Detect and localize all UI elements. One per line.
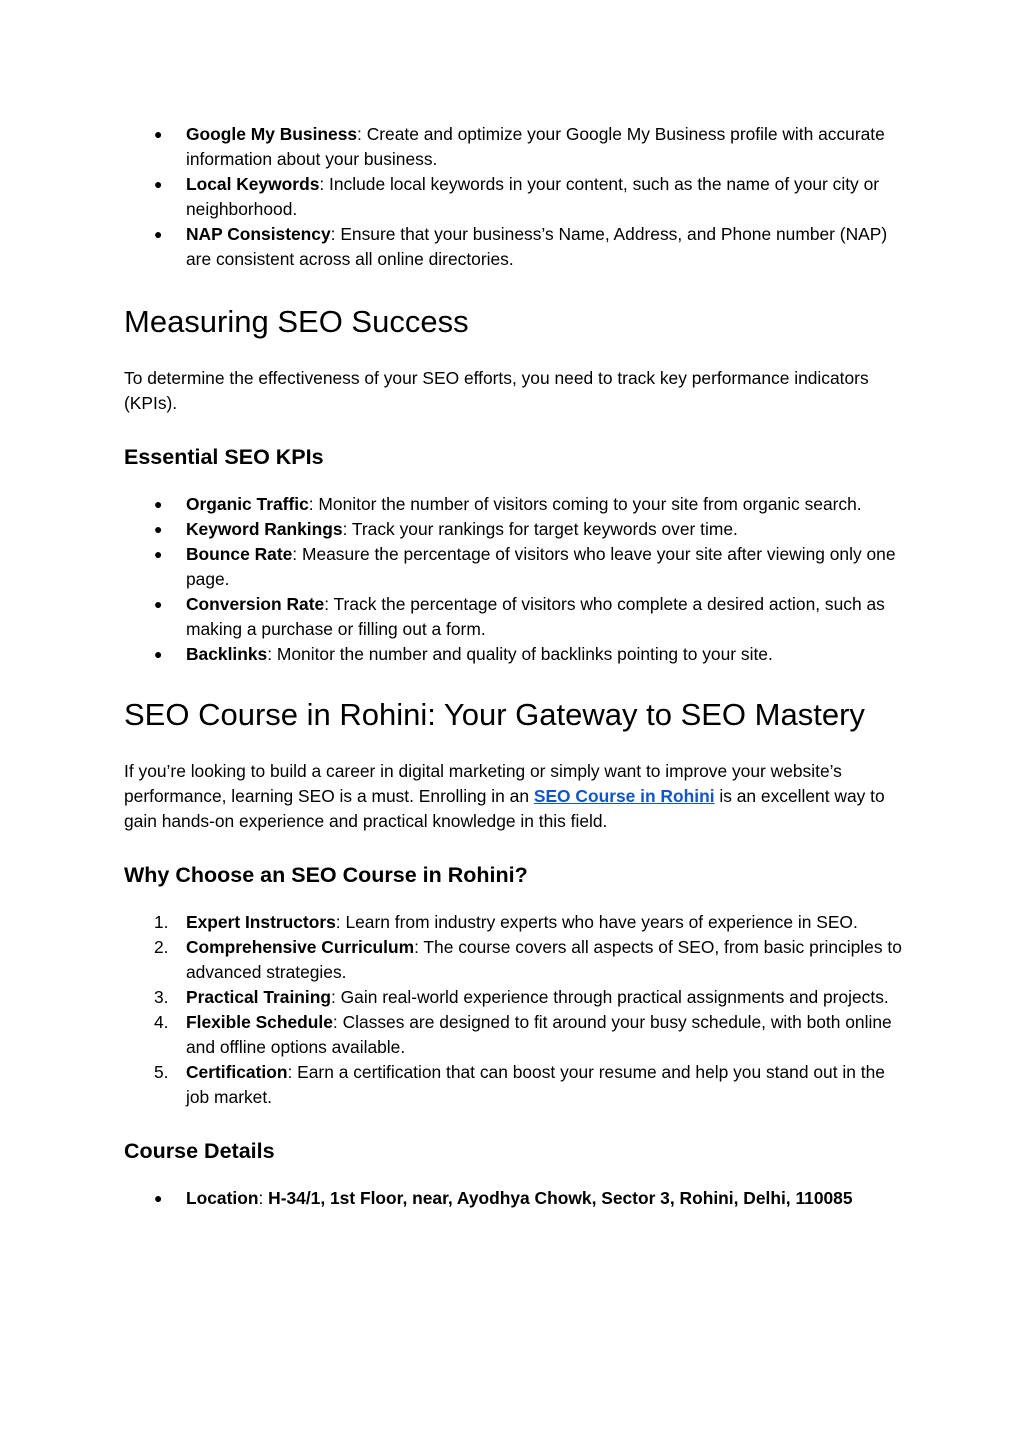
item-term: Flexible Schedule bbox=[186, 1012, 333, 1032]
item-term: Local Keywords bbox=[186, 174, 320, 194]
item-number: 2. bbox=[154, 937, 169, 957]
list-item bbox=[124, 222, 904, 272]
seo-course-link[interactable]: SEO Course in Rohini bbox=[533, 786, 715, 806]
item-number: 5. bbox=[154, 1062, 169, 1082]
item-number: 3. bbox=[154, 987, 169, 1007]
bullet-icon: ● bbox=[154, 521, 163, 537]
item-term: Comprehensive Curriculum bbox=[186, 937, 415, 957]
list-item bbox=[124, 910, 904, 935]
item-term: Google My Business bbox=[186, 124, 358, 144]
bullet-icon: ● bbox=[154, 176, 163, 192]
list-item bbox=[124, 172, 904, 222]
why-list bbox=[124, 910, 904, 1110]
list-item bbox=[124, 517, 904, 542]
local-seo-list bbox=[124, 122, 904, 272]
item-text: : The course covers all aspects of SEO, from basic principles to advanced strategies. bbox=[186, 937, 902, 982]
item-text: : Include local keywords in your content, such as the name of your city or neighborhood. bbox=[186, 174, 880, 219]
list-item bbox=[124, 122, 904, 172]
measuring-intro: To determine the effectiveness of your SEO efforts, you need to track key performance indicators (KPIs). bbox=[124, 368, 869, 413]
item-term: Backlinks bbox=[186, 644, 268, 664]
item-text: : Learn from industry experts who have years of experience in SEO. bbox=[335, 912, 858, 932]
item-text: : Track your rankings for target keywords over time. bbox=[342, 519, 738, 539]
list-item bbox=[124, 592, 904, 642]
bullet-icon: ● bbox=[154, 646, 163, 662]
location-separator: : bbox=[258, 1188, 269, 1208]
kpi-list bbox=[124, 492, 904, 667]
item-text: : Measure the percentage of visitors who leave your site after viewing only one page. bbox=[186, 544, 896, 589]
item-term: NAP Consistency bbox=[186, 224, 331, 244]
item-term: Certification bbox=[186, 1062, 288, 1082]
item-text: : Ensure that your business’s Name, Address, and Phone number (NAP) are consistent across all online directories. bbox=[186, 224, 888, 269]
list-item bbox=[124, 642, 904, 667]
item-text: : Gain real-world experience through practical assignments and projects. bbox=[330, 987, 889, 1007]
item-term: Conversion Rate bbox=[186, 594, 325, 614]
list-item bbox=[124, 1010, 904, 1060]
list-item bbox=[124, 542, 904, 592]
intro-text: If you’re looking to build a career in digital marketing or simply want to improve your website’s performance, learning SEO is a must. Enrolling in an bbox=[124, 761, 842, 806]
item-number: 1. bbox=[154, 912, 169, 932]
item-text: : Monitor the number of visitors coming to your site from organic search. bbox=[308, 494, 862, 514]
item-text: : Track the percentage of visitors who complete a desired action, such as making a purchase or filling out a form. bbox=[186, 594, 885, 639]
item-term: Practical Training bbox=[186, 987, 331, 1007]
bullet-icon: ● bbox=[154, 496, 163, 512]
heading-seo-course-rohini: SEO Course in Rohini: Your Gateway to SEO Mastery bbox=[124, 697, 865, 732]
item-term: Expert Instructors bbox=[186, 912, 336, 932]
item-term: Keyword Rankings bbox=[186, 519, 343, 539]
item-term: Organic Traffic bbox=[186, 494, 309, 514]
document-page bbox=[124, 122, 904, 1211]
location-label: Location bbox=[186, 1188, 259, 1208]
list-item bbox=[124, 985, 904, 1010]
intro-text: is an excellent way to gain hands-on experience and practical knowledge in this field. bbox=[124, 786, 885, 831]
heading-measuring-seo-success: Measuring SEO Success bbox=[124, 304, 469, 339]
item-text: : Earn a certification that can boost your resume and help you stand out in the job market. bbox=[186, 1062, 885, 1107]
heading-course-details: Course Details bbox=[124, 1139, 275, 1163]
item-number: 4. bbox=[154, 1012, 169, 1032]
bullet-icon: ● bbox=[154, 546, 163, 562]
details-list bbox=[124, 1186, 904, 1211]
course-intro bbox=[124, 759, 904, 834]
list-item bbox=[124, 1186, 904, 1211]
bullet-icon: ● bbox=[154, 226, 163, 242]
bullet-icon: ● bbox=[154, 126, 163, 142]
list-item bbox=[124, 935, 904, 985]
heading-why-choose: Why Choose an SEO Course in Rohini? bbox=[124, 863, 528, 887]
list-item bbox=[124, 492, 904, 517]
item-text: : Create and optimize your Google My Business profile with accurate information about your business. bbox=[186, 124, 885, 169]
item-text: : Monitor the number and quality of backlinks pointing to your site. bbox=[267, 644, 773, 664]
bullet-icon: ● bbox=[154, 596, 163, 612]
item-text: : Classes are designed to fit around your busy schedule, with both online and offline options available. bbox=[186, 1012, 892, 1057]
item-term: Bounce Rate bbox=[186, 544, 293, 564]
heading-essential-kpis: Essential SEO KPIs bbox=[124, 445, 324, 469]
list-item bbox=[124, 1060, 904, 1110]
bullet-icon: ● bbox=[154, 1190, 163, 1206]
location-value: H-34/1, 1st Floor, near, Ayodhya Chowk, Sector 3, Rohini, Delhi, 110085 bbox=[268, 1188, 853, 1208]
